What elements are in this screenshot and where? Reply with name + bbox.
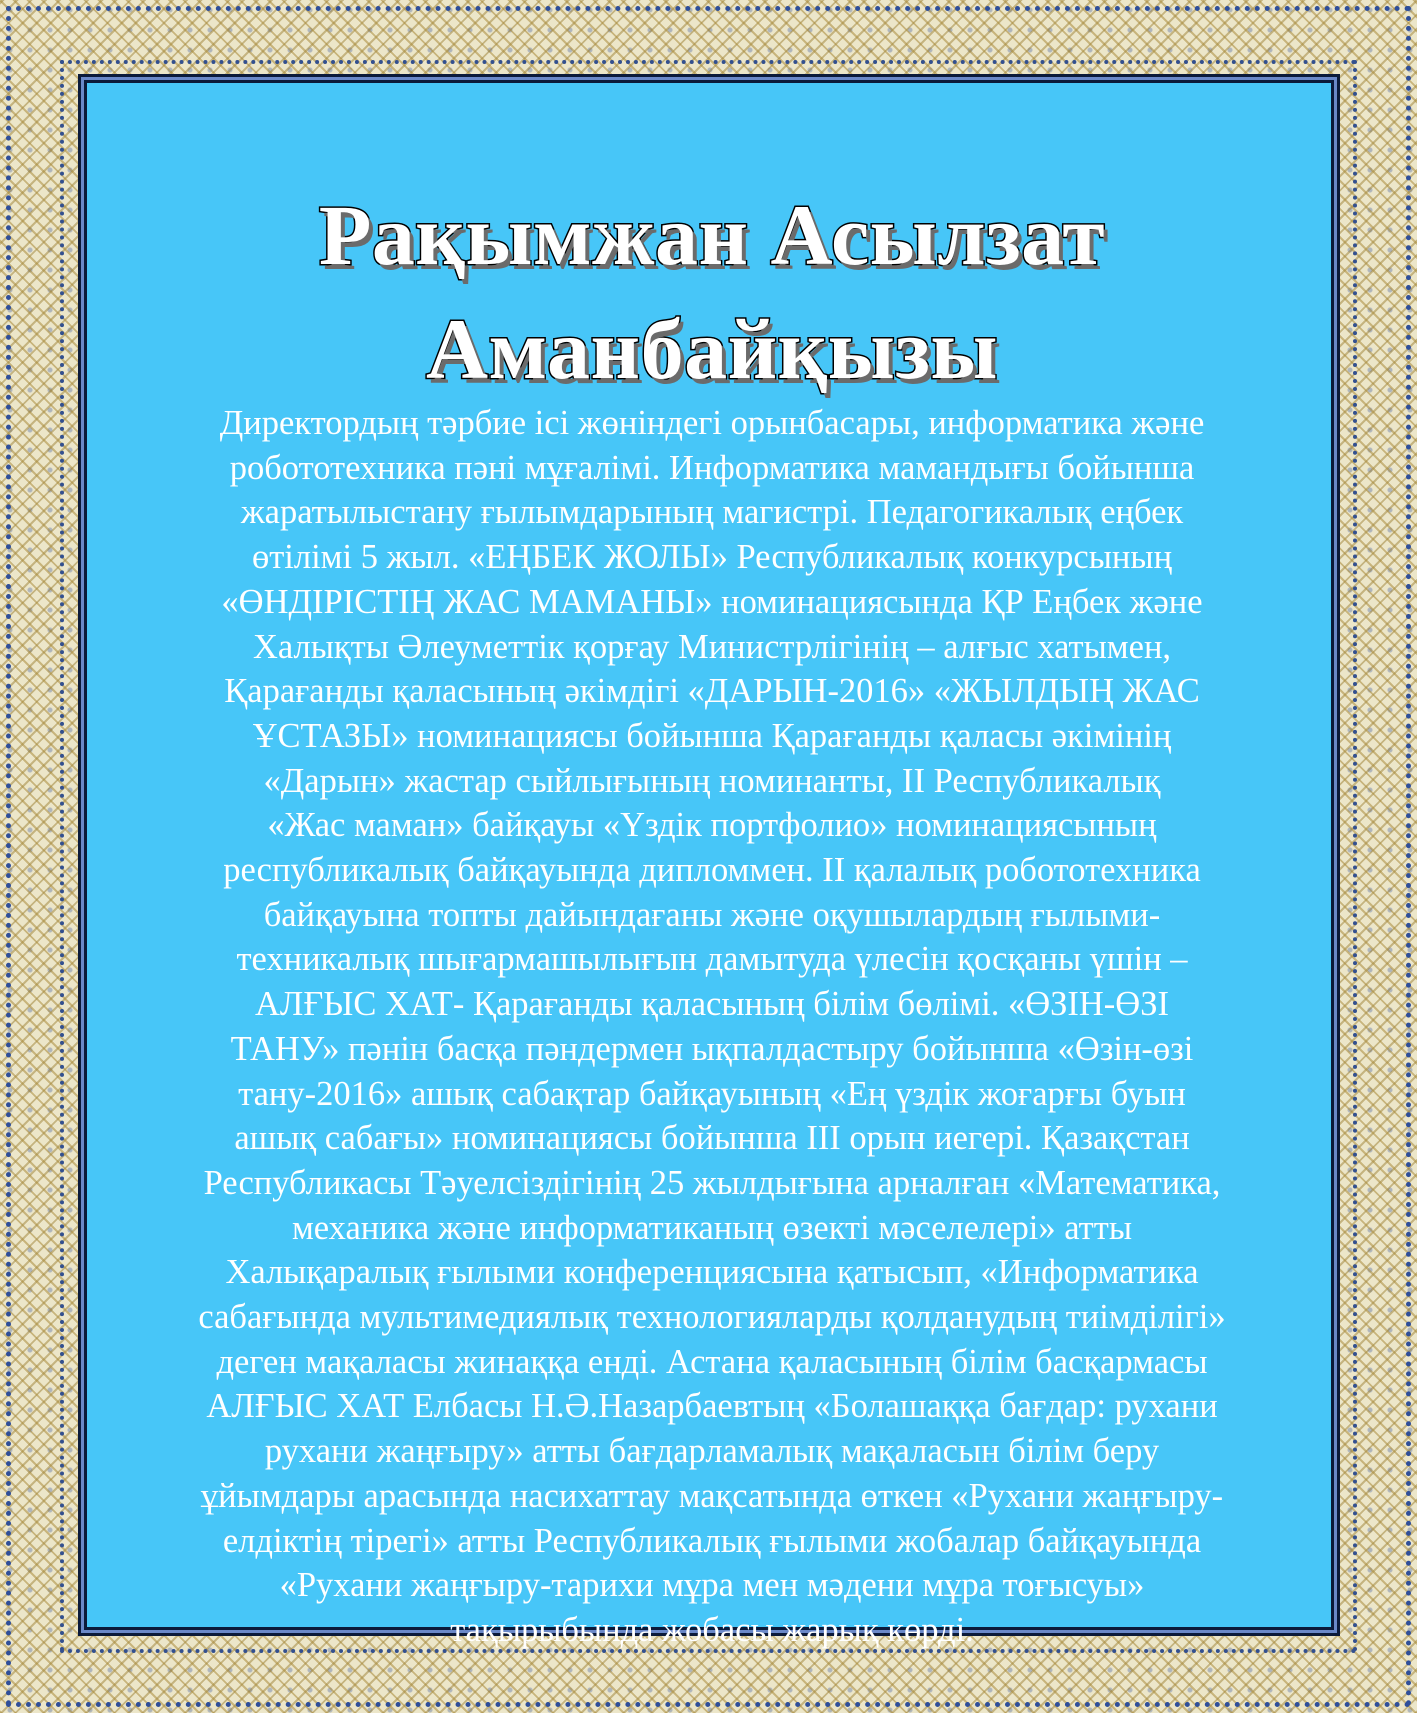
bio-line: ашық сабағы» номинациясы бойынша ІІІ орын иегері. Қазақстан [234,1119,1190,1158]
bio-line: АЛҒЫС ХАТ- Қарағанды қаласының білім бөлімі. «ӨЗІН-ӨЗІ [255,985,1169,1024]
bio-line: тақырыбында жобасы жарық көрді. [450,1610,974,1649]
bio-line: механика және информатиканың өзекті мәселелері» атты [291,1208,1133,1247]
bio-line: рухани жаңғыру» атты бағдарламалық мақаласын білім беру [264,1432,1160,1471]
bio-line: «Жас маман» байқауы «Үздік портфолио» номинациясының [267,806,1157,845]
bio-line: ұйымдары арасында насихаттау мақсатында өткен «Рухани жаңғыру- [200,1476,1224,1515]
bio-line: тану-2016» ашық сабақтар байқауының «Ең үздік жоғарғы буын [238,1074,1186,1113]
bio-line: Халықаралық ғылыми конференциясына қатысып, «Информатика [225,1253,1199,1292]
bio-line: Директордың тәрбие ісі жөніндегі орынбасары, информатика және [219,404,1205,442]
content-panel [84,80,1334,1649]
bio-line: Қарағанды қаласының әкімдігі «ДАРЫН-2016» «ЖЫЛДЫҢ ЖАС [224,672,1200,711]
bio-line: байқауына топты дайындағаны және оқушылардың ғылыми- [263,895,1161,934]
biography-text [87,401,1337,1653]
bio-line: «Рухани жаңғыру-тарихи мұра мен мәдени мұра тоғысуы» [279,1566,1145,1605]
bio-line: ҰСТАЗЫ» номинациясы бойынша Қарағанды қаласы әкімінің [252,716,1172,755]
bio-line: АЛҒЫС ХАТ Елбасы Н.Ә.Назарбаевтың «Болашаққа бағдар: рухани [206,1387,1218,1426]
bio-line: робототехника пәні мұғалімі. Информатика мамандығы бойынша [229,448,1195,487]
title-line-1: Рақымжан Асылзат [318,187,1106,283]
bio-line: Республикасы Тәуелсіздігінің 25 жылдығына арналған «Математика, [203,1163,1221,1202]
bio-line: республикалық байқауында дипломмен. ІІ қалалық робототехника [223,851,1201,890]
bio-line: жаратылыстану ғылымдарының магистрі. Педагогикалық еңбек [240,493,1184,532]
bio-line: деген мақаласы жинаққа енді. Астана қаласының білім басқармасы [216,1342,1208,1381]
person-name-title [87,178,1337,406]
bio-line: «Дарын» жастар сыйлығының номинанты, ІІ Республикалық [263,761,1161,800]
bio-line: ТАНУ» пәнін басқа пәндермен ықпалдастыру бойынша «Өзін-өзі [230,1029,1194,1068]
title-line-2: Аманбайқызы [425,301,999,397]
bio-line: сабағында мультимедиялық технологияларды қолданудың тиімділігі» [198,1298,1226,1337]
bio-line: өтілімі 5 жыл. «ЕҢБЕК ЖОЛЫ» Республикалық конкурсының [251,538,1173,577]
bio-line: «ӨНДІРІСТІҢ ЖАС МАМАНЫ» номинациясында ҚР Еңбек және [221,582,1203,621]
bio-line: Халықты Әлеуметтік қорғау Министрлігінің – алғыс хатымен, [252,627,1172,666]
bio-line: елдіктің тірегі» атты Республикалық ғылыми жобалар байқауында [222,1521,1202,1560]
bio-line: техникалық шығармашылығын дамытуда үлесін қосқаны үшін – [236,940,1188,979]
